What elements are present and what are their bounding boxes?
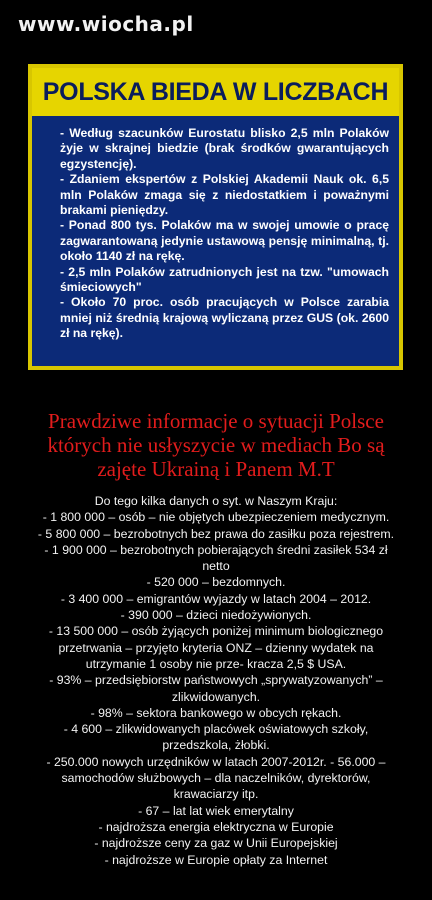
body-line: - 13 500 000 – osób żyjących poniżej minimum biologicznego [48,624,384,639]
body-line: utrzymanie 1 osoby nie prze- kracza 2,5 $ USA. [85,656,347,671]
body-line: krawaciarzy itp. [173,787,259,802]
body-line: - 1 800 000 – osób – nie objętych ubezpieczeniem medycznym. [42,510,390,525]
body-line: zlikwidowanych. [171,689,261,704]
body-line: - 5 800 000 – bezrobotnych bez prawa do zasiłku poza rejestrem. [37,526,395,541]
headline-line: zajęte Ukrainą i Panem M.T [97,457,335,481]
body-line: - 1 900 000 – bezrobotnych pobierających średni zasiłek 534 zł [44,542,388,557]
fact-item: - Ponad 800 tys. Polaków ma w swojej umowie o pracę zagwarantowaną jedynie ustawową pensję minimalną, tj. około 1140 zł na rękę. [60,218,389,264]
body-line: - najdroższe ceny za gaz w Unii Europejskiej [94,836,338,851]
headline [6,409,426,481]
body-line: - 93% – przedsiębiorstw państwowych „sprywatyzowanych” – [49,673,383,688]
body-line: Do tego kilka danych o syt. w Naszym Kraju: [94,494,338,508]
body-line: - 3 400 000 – emigrantów wyjazdy w latach 2004 – 2012. [60,591,372,606]
fact-item: - Około 70 proc. osób pracujących w Polsce zarabia mniej niż średnią krajową wyliczaną przez GUS (ok. 2600 zł na rękę). [60,295,389,341]
facts-list [32,116,399,342]
body-line: - najdroższa energia elektryczna w Europie [98,819,334,834]
info-panel [28,64,403,370]
body-line: - 4 600 – zlikwidowanych placówek oświatowych szkoły, [63,722,369,737]
body-text [2,493,430,868]
body-line: - 67 – lat lat wiek emerytalny [138,803,294,818]
headline-line: których nie usłyszycie w mediach Bo są [47,433,385,457]
body-line: - 390 000 – dzieci niedożywionych. [120,608,312,623]
fact-item: - 2,5 mln Polaków zatrudnionych jest na tzw. "umowach śmieciowych" [60,264,389,295]
body-line: - 250.000 nowych urzędników w latach 2007-2012r. - 56.000 – [46,754,386,769]
info-panel-inner [32,68,399,366]
body-line: - 98% – sektora bankowego w obcych rękach. [90,705,342,720]
panel-title: POLSKA BIEDA W LICZBACH [32,68,399,116]
body-line: netto [202,559,230,574]
fact-item: - Zdaniem ekspertów z Polskiej Akademii Nauk ok. 6,5 mln Polaków zmaga się z niedostatkiem i poważnymi brakami pieniędzy. [60,172,389,218]
site-watermark: www.wiocha.pl [18,12,194,36]
body-line: samochodów służbowych – dla naczelników, dyrektorów, [61,771,371,786]
fact-item: - Według szacunków Eurostatu blisko 2,5 mln Polaków żyje w skrajnej biedzie (brak środków gwarantujących egzystencję). [60,126,389,171]
body-line: przedszkola, żłobki. [162,738,270,753]
body-line: - 520 000 – bezdomnych. [146,575,286,590]
headline-line: Prawdziwe informacje o sytuacji Polsce [48,409,384,433]
body-line: - najdroższe w Europie opłaty za Internet [104,852,328,867]
body-line: przetrwania – przyjęto kryteria ONZ – dzienny wydatek na [58,640,374,655]
